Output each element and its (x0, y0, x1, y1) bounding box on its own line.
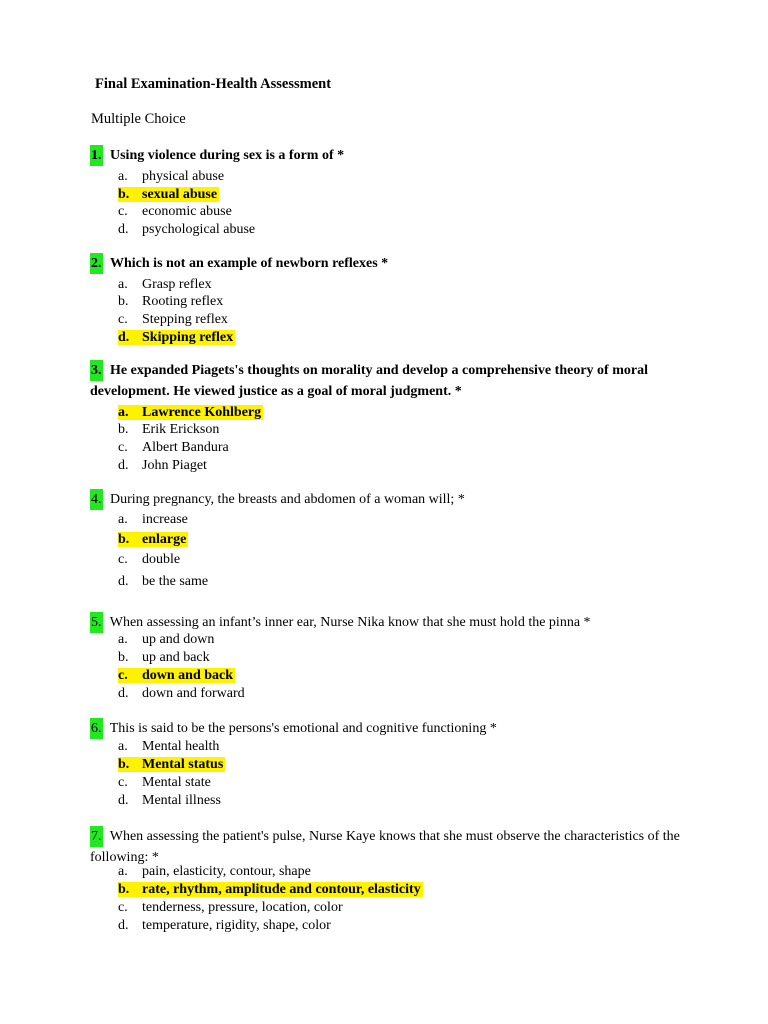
option-text: Mental health (142, 739, 220, 754)
option-text: John Piaget (142, 458, 207, 473)
option-text: Lawrence Kohlberg (142, 405, 262, 420)
question-text: When assessing an infant’s inner ear, Nurse Nika know that she must hold the pinna * (109, 615, 591, 630)
option-text: be the same (142, 574, 209, 589)
option-6d (118, 792, 221, 810)
option-1d (118, 221, 255, 239)
option-letter: c. (118, 775, 128, 790)
question-1 (90, 145, 690, 166)
option-4b-correct (118, 531, 188, 549)
option-letter: a. (118, 512, 128, 527)
question-text: He expanded Piagets's thoughts on morality and develop a comprehensive theory of moral development. He viewed justice as a goal of moral judgment. * (90, 363, 648, 399)
option-3b (118, 421, 219, 439)
option-letter: d. (118, 686, 129, 701)
option-text: pain, elasticity, contour, shape (142, 864, 311, 879)
option-6a (118, 738, 219, 756)
option-text: down and back (142, 668, 234, 683)
option-7d (118, 917, 331, 935)
option-text: Skipping reflex (142, 330, 234, 345)
option-letter: a. (118, 277, 128, 292)
option-letter: c. (118, 668, 128, 683)
option-text: Grasp reflex (142, 277, 212, 292)
option-letter: a. (118, 864, 128, 879)
question-5 (90, 612, 690, 633)
question-number: 2. (90, 253, 103, 274)
option-letter: d. (118, 222, 129, 237)
option-text: up and back (142, 650, 210, 665)
option-5c-correct (118, 667, 235, 685)
option-text: double (142, 552, 181, 567)
option-letter: c. (118, 552, 128, 567)
option-2b (118, 293, 223, 311)
option-text: increase (142, 512, 188, 527)
option-letter: b. (118, 532, 130, 547)
option-2d-correct (118, 329, 235, 347)
question-number: 3. (90, 360, 103, 381)
option-text: psychological abuse (142, 222, 256, 237)
option-1c (118, 203, 232, 221)
option-text: physical abuse (142, 169, 225, 184)
option-letter: a. (118, 632, 128, 647)
question-2 (90, 253, 690, 274)
option-2a (118, 276, 212, 294)
option-letter: c. (118, 204, 128, 219)
option-letter: d. (118, 330, 130, 345)
option-3a-correct (118, 404, 263, 422)
question-number: 5. (90, 612, 103, 633)
option-letter: b. (118, 294, 129, 309)
option-text: Erik Erickson (142, 422, 220, 437)
option-letter: d. (118, 574, 129, 589)
option-letter: b. (118, 650, 129, 665)
option-letter: d. (118, 793, 129, 808)
option-5b (118, 649, 210, 667)
option-text: enlarge (142, 532, 187, 547)
question-text: During pregnancy, the breasts and abdomen of a woman will; * (110, 492, 465, 507)
option-text: Mental status (142, 757, 224, 772)
question-number: 1. (90, 145, 103, 166)
option-letter: b. (118, 882, 130, 897)
option-1b-correct (118, 186, 219, 204)
option-letter: d. (118, 918, 129, 933)
page-title: Final Examination-Health Assessment (95, 76, 332, 92)
option-5a (118, 631, 214, 649)
option-1a (118, 168, 224, 186)
option-text: temperature, rigidity, shape, color (142, 918, 331, 933)
option-text: Mental state (142, 775, 211, 790)
option-letter: b. (118, 757, 130, 772)
option-letter: c. (118, 900, 128, 915)
question-text: This is said to be the persons's emotional and cognitive functioning * (109, 721, 497, 736)
option-4c (118, 551, 180, 569)
question-number: 4. (90, 489, 103, 510)
option-2c (118, 311, 228, 329)
option-text: Albert Bandura (142, 440, 229, 455)
question-4 (90, 489, 690, 510)
option-letter: d. (118, 458, 129, 473)
option-6b-correct (118, 756, 225, 774)
option-text: sexual abuse (142, 187, 218, 202)
option-7c (118, 899, 343, 917)
question-3 (90, 360, 690, 402)
option-text: Stepping reflex (142, 312, 228, 327)
question-text: Using violence during sex is a form of * (110, 148, 345, 163)
option-text: economic abuse (142, 204, 232, 219)
option-letter: a. (118, 405, 129, 420)
option-text: rate, rhythm, amplitude and contour, elasticity (142, 882, 421, 897)
option-6c (118, 774, 211, 792)
section-heading: Multiple Choice (91, 111, 186, 127)
option-3c (118, 439, 229, 457)
option-3d (118, 457, 207, 475)
option-letter: b. (118, 422, 129, 437)
option-text: up and down (142, 632, 215, 647)
option-4d (118, 573, 208, 591)
option-4a (118, 511, 188, 529)
question-text: Which is not an example of newborn reflexes * (110, 256, 389, 271)
option-letter: b. (118, 187, 130, 202)
question-number: 6. (90, 718, 103, 739)
option-7b-correct (118, 881, 423, 899)
option-letter: a. (118, 739, 128, 754)
option-letter: a. (118, 169, 128, 184)
question-text: When assessing the patient's pulse, Nurse Kaye knows that she must observe the characteristics of the following: * (90, 829, 680, 865)
option-text: down and forward (142, 686, 245, 701)
question-number: 7. (90, 826, 103, 847)
option-letter: c. (118, 440, 128, 455)
option-text: tenderness, pressure, location, color (142, 900, 343, 915)
option-text: Rooting reflex (142, 294, 224, 309)
option-7a (118, 863, 311, 881)
question-7 (90, 826, 690, 868)
question-6 (90, 718, 690, 739)
option-text: Mental illness (142, 793, 221, 808)
option-letter: c. (118, 312, 128, 327)
option-5d (118, 685, 245, 703)
